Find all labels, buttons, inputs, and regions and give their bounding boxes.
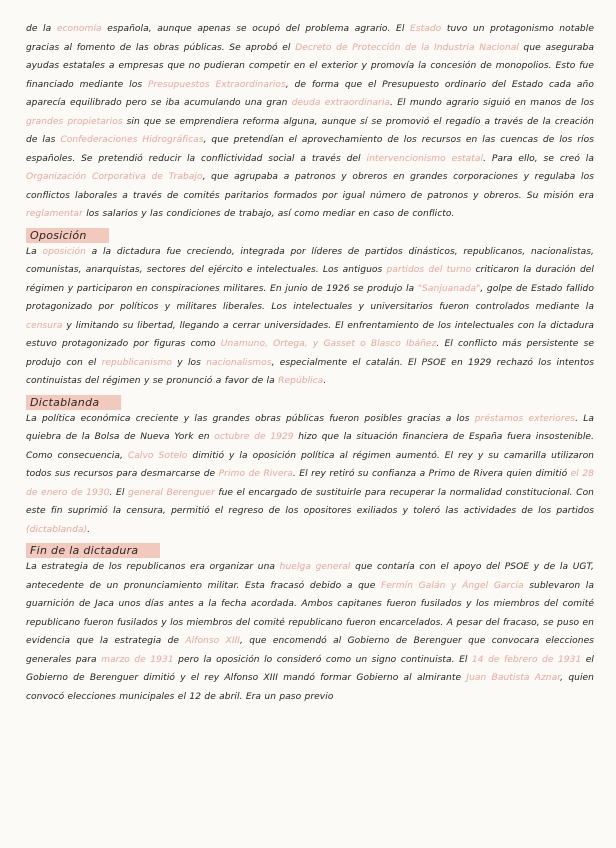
text-run: . xyxy=(87,524,91,535)
highlighted-term: préstamos exteriores xyxy=(474,413,576,424)
highlighted-term: Estado xyxy=(410,24,442,34)
section-oposicion xyxy=(26,224,594,391)
text-run: y limitando su libertad, llegando a cerrar universidades. El enfrentamiento de los intelectuales con la dictadura estuvo protagonizado por figuras como xyxy=(26,320,594,349)
highlighted-term: (dictablanda) xyxy=(26,524,88,535)
oposicion-paragraph xyxy=(26,243,594,391)
highlighted-term: deuda extraordinaria xyxy=(291,98,391,108)
highlighted-term: nacionalismos xyxy=(206,357,272,368)
highlighted-term: "Sanjuanada" xyxy=(417,283,481,294)
heading-oposicion: Oposición xyxy=(26,228,109,243)
text-run: , que pretendían el aprovechamiento de los recursos en las cuencas de los ríos españoles. Se pretendió reducir la conflictividad social a través del xyxy=(26,135,595,164)
text-run: . Para ello, se creó la xyxy=(483,153,594,164)
text-run: sin que se emprendiera reforma alguna, aunque sí se promovió el regadío a través de la creación de las xyxy=(26,116,594,145)
highlighted-term: intervencionismo estatal xyxy=(366,153,484,164)
text-run: , de forma que el Presupuesto ordinario del Estado cada año aparecía equilibrado pero se iba acumulando una gran xyxy=(26,79,594,108)
text-run: La xyxy=(26,246,43,257)
highlighted-term: Juan Bautista Aznar xyxy=(466,673,561,683)
text-run: La estrategia de los republicanos era organizar una xyxy=(26,562,280,572)
text-run: , golpe de Estado fallido protagonizado por políticos y militares liberales. Los intelectuales y universitarios fueron controlados mediante la xyxy=(26,283,594,312)
text-run: a la dictadura fue creciendo, integrada por líderes de partidos dinásticos, republicanos, nacionalistas, comunistas, anarquistas, sectores del ejército e intelectuales. Los antiguos xyxy=(26,246,594,275)
text-run: La política económica creciente y las grandes obras públicas fueron posibles gracias a los xyxy=(26,413,475,424)
text-run: , especialmente el catalán. El PSOE en 1929 rechazó los intentos continuistas del régimen y se pronunció a favor de la xyxy=(26,357,594,386)
text-run: y los xyxy=(171,357,207,368)
highlighted-term: marzo de 1931 xyxy=(101,654,174,665)
highlighted-term: Calvo Sotelo xyxy=(127,450,188,461)
text-run: , quien convocó elecciones municipales el 12 de abril. Era un paso previo xyxy=(26,673,594,702)
text-run: hizo que la situación financiera de España fuera insostenible. Como consecuencia, xyxy=(26,432,594,461)
highlighted-term: huelga general xyxy=(279,562,351,572)
heading-dictablanda: Dictablanda xyxy=(26,395,121,410)
highlighted-term: general Berenguer xyxy=(128,487,215,498)
dictablanda-paragraph xyxy=(26,410,594,540)
highlighted-term: Unamuno, Ortega, y Gasset o Blasco Ibáñez xyxy=(220,339,437,349)
highlighted-term: oposición xyxy=(42,246,86,257)
text-run: tuvo un protagonismo notable gracias al fomento de las obras públicas. Se aprobó el xyxy=(26,24,594,53)
text-run: fue el encargado de sustituirle para recuperar la normalidad constitucional. Con este fin suprimió la censura, permitió el regreso de los opositores exiliados y toleró las actividades de los partidos xyxy=(26,487,594,516)
text-run: española, aunque apenas se ocupó del problema agrario. El xyxy=(101,24,411,34)
text-run: . El mundo agrario siguió en manos de los xyxy=(390,98,594,108)
text-run: criticaron la duración del régimen y participaron en conspiraciones militares. En junio de 1926 se produjo la xyxy=(26,265,594,294)
text-run: el Gobierno de Berenguer dimitió y el rey Alfonso XIII mandó formar Gobierno al almirante xyxy=(26,654,595,683)
intro-paragraph xyxy=(26,20,594,224)
highlighted-term: Primo de Rivera xyxy=(218,469,293,479)
text-run: sublevaron la guarnición de Jaca unos días antes a la fecha acordada. Ambos capitanes fueron fusilados y los miembros del comité republicano fueron fusilados y los miembros del comité republicano fueron encarcelados. A pesar del fracaso, se puso en evidencia que la estrategia de xyxy=(26,580,594,646)
highlighted-term: el 28 de enero de 1930 xyxy=(26,469,594,498)
highlighted-term: censura xyxy=(26,320,63,331)
highlighted-term: partidos del turno xyxy=(386,265,472,275)
highlighted-term: 14 de febrero de 1931 xyxy=(471,654,582,665)
fin-dictadura-paragraph xyxy=(26,558,594,706)
highlighted-term: República xyxy=(278,376,324,386)
highlighted-term: Alfonso XIII xyxy=(185,636,241,646)
text-run: . El rey retiró su confianza a Primo de Rivera quien dimitió xyxy=(292,469,571,479)
text-run: de la xyxy=(26,24,57,34)
text-run: . El xyxy=(109,487,128,498)
highlighted-term: octubre de 1929 xyxy=(214,432,294,442)
text-run: . El conflicto más persistente se produjo con el xyxy=(26,339,594,368)
highlighted-term: economía xyxy=(56,24,102,34)
text-run: , que encomendó al Gobierno de Berenguer que convocara elecciones generales para xyxy=(26,636,595,665)
text-run: los salarios y las condiciones de trabajo, así como mediar en caso de conflicto. xyxy=(82,209,455,219)
highlighted-term: republicanismo xyxy=(101,357,172,368)
text-run: . xyxy=(323,376,327,386)
text-run: pero la oposición lo consideró como un signo continuista. El xyxy=(173,654,472,665)
highlighted-term: Decreto de Protección de la Industria Nacional xyxy=(295,42,519,53)
section-dictablanda xyxy=(26,391,594,540)
highlighted-term: Fermín Galán y Ángel García xyxy=(381,580,524,591)
highlighted-term: grandes propietarios xyxy=(26,116,123,127)
text-run: , que agrupaba a patronos y obreros en grandes corporaciones y regulaba los conflictos laborales a través de comités paritarios formados por igual número de patronos y obreros. Su misión era xyxy=(26,172,594,201)
text-run: que aseguraba ayudas estatales a empresas que no pudieran competir en el exterior y promovía la concesión de monopolios. Esto fue financiado mediante los xyxy=(26,42,594,90)
section-fin-dictadura xyxy=(26,539,594,706)
heading-fin-dictadura: Fin de la dictadura xyxy=(26,543,160,558)
text-run: dimitió y la oposición política al régimen aumentó. El rey y su camarilla utilizaron todos sus recursos para desmarcarse de xyxy=(26,450,594,479)
highlighted-term: reglamentar xyxy=(26,209,83,219)
highlighted-term: Presupuestos Extraordinarios xyxy=(147,79,286,90)
highlighted-term: Organización Corporativa de Trabajo xyxy=(26,172,203,182)
highlighted-term: Confederaciones Hidrográficas xyxy=(60,135,204,145)
text-run: . La quiebra de la Bolsa de Nueva York en xyxy=(26,413,594,442)
text-run: que contaría con el apoyo del PSOE y de la UGT, antecedente de un pronunciamiento militar. Esta fracasó debido a que xyxy=(26,562,594,591)
